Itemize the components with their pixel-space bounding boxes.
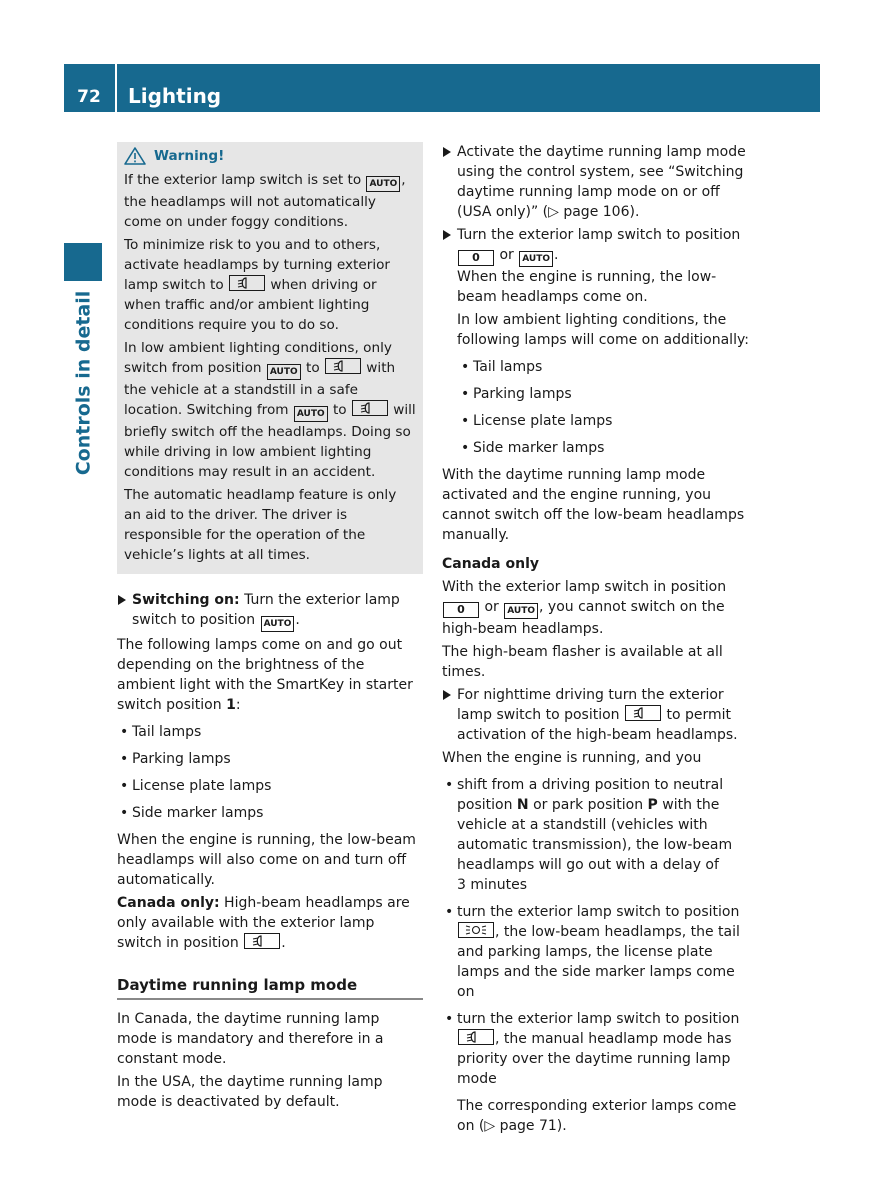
- warning-paragraph-1: If the exterior lamp switch is set to AUTO , the headlamps will not automatically come on under foggy conditions.: [124, 172, 406, 230]
- auto-symbol-icon: AUTO: [261, 616, 295, 632]
- step-switching-on: Switching on: Turn the exterior lamp switch to position AUTO .: [117, 590, 423, 632]
- side-section-label: [64, 290, 102, 475]
- list-item: • License plate lamps: [442, 411, 750, 431]
- warning-triangle-icon: [124, 147, 146, 165]
- list-item: • Side marker lamps: [117, 803, 423, 823]
- step-arrow-icon: [443, 230, 451, 240]
- list-item: • License plate lamps: [117, 776, 423, 796]
- drl-activated-paragraph: With the daytime running lamp mode activated and the engine running, you cannot switch off the low-beam headlamps manually.: [442, 467, 745, 543]
- step-turn-switch: Turn the exterior lamp switch to position 0 or AUTO . When the engine is running, the low-beam headlamps come on. In low ambient lighting conditions, the following lamps will come on additionally:: [442, 225, 750, 350]
- warning-header: [124, 146, 416, 166]
- list-item: • Parking lamps: [117, 749, 423, 769]
- step-arrow-icon: [443, 690, 451, 700]
- auto-symbol-icon: AUTO: [267, 364, 301, 380]
- right-column: [442, 142, 750, 1139]
- low-beam-symbol-icon: [625, 705, 661, 721]
- warning-title: Warning!: [154, 148, 225, 164]
- left-column: [117, 142, 423, 1115]
- step-activate-drl: Activate the daytime running lamp mode using the control system, see “Switching daytime running lamp mode on or off (USA only)” (▷ page 106).: [442, 142, 750, 222]
- canada-only-paragraph: Canada only: High-beam headlamps are only available with the exterior lamp switch in position .: [117, 895, 410, 951]
- list-item: • Tail lamps: [117, 722, 423, 742]
- list-item: • Tail lamps: [442, 357, 750, 377]
- parking-lamps-symbol-icon: [458, 922, 494, 938]
- canada-only-right-paragraph: With the exterior lamp switch in position 0 or AUTO , you cannot switch on the high-beam headlamps.: [442, 579, 727, 637]
- low-ambient-text: In low ambient lighting conditions, the following lamps will come on additionally:: [457, 312, 749, 348]
- list-item: • Parking lamps: [442, 384, 750, 404]
- step-arrow-icon: [443, 147, 451, 157]
- step-nighttime-driving: For nighttime driving turn the exterior lamp switch to position to permit activation of the high-beam headlamps.: [442, 685, 750, 745]
- warning-box: [117, 142, 423, 574]
- auto-symbol-icon: AUTO: [294, 406, 328, 422]
- low-beam-symbol-icon: [458, 1029, 494, 1045]
- list-item: • turn the exterior lamp switch to position , the low-beam headlamps, the tail and parking lamps, the license plate lamps and the side marker lamps come on: [442, 902, 750, 1002]
- section-heading-daytime-running: Daytime running lamp mode: [117, 975, 423, 1000]
- conditions-list: [442, 775, 750, 1089]
- low-beam-symbol-icon: [229, 275, 265, 291]
- zero-position-symbol-icon: 0: [443, 602, 479, 618]
- engine-running-paragraph: When the engine is running, the low-beam headlamps will also come on and turn off automatically.: [117, 832, 416, 888]
- page-number: 72: [77, 87, 101, 107]
- corresponding-lamps-paragraph: The corresponding exterior lamps come on (▷ page 71).: [457, 1098, 737, 1134]
- low-beam-symbol-icon: [244, 933, 280, 949]
- low-beam-symbol-icon: [325, 358, 361, 374]
- right-lamp-list: [442, 357, 750, 458]
- list-item: • shift from a driving position to neutral position N or park position P with the vehicle at a standstill (vehicles with automatic transmission), the low-beam headlamps will go out with a delay of 3 minutes: [442, 775, 750, 895]
- auto-symbol-icon: AUTO: [519, 251, 553, 267]
- chapter-title: Lighting: [128, 84, 222, 108]
- left-lamp-list: [117, 722, 423, 823]
- engine-and-you-paragraph: When the engine is running, and you: [442, 750, 702, 766]
- drl-usa-paragraph: In the USA, the daytime running lamp mode is deactivated by default.: [117, 1074, 383, 1110]
- auto-symbol-icon: AUTO: [366, 176, 400, 192]
- list-item: • turn the exterior lamp switch to position , the manual headlamp mode has priority over the daytime running lamp mode: [442, 1009, 750, 1089]
- following-lamps-paragraph: The following lamps come on and go out depending on the brightness of the ambient light with the SmartKey in starter switch position 1:: [117, 637, 413, 713]
- auto-symbol-icon: AUTO: [504, 603, 538, 619]
- warning-paragraph-2: To minimize risk to you and to others, activate headlamps by turning exterior lamp switch to when driving or when traffic and/or ambient lighting conditions require you to do so.: [124, 237, 391, 333]
- list-item: • Side marker lamps: [442, 438, 750, 458]
- high-beam-flasher-paragraph: The high-beam flasher is available at all times.: [442, 644, 723, 680]
- warning-paragraph-4: The automatic headlamp feature is only an aid to the driver. The driver is responsible for the operation of the vehicle’s lights at all times.: [124, 487, 397, 563]
- canada-only-heading: Canada only: [442, 556, 539, 572]
- warning-paragraph-3: In low ambient lighting conditions, only switch from position AUTO to with the vehicle at a standstill in a safe location. Switching from AUTO to will briefly switch off the headlamps. Doing so while driving in low ambient lighting conditions may result in an accident.: [124, 340, 416, 480]
- zero-position-symbol-icon: 0: [458, 250, 494, 266]
- low-beam-symbol-icon: [352, 400, 388, 416]
- step-arrow-icon: [118, 595, 126, 605]
- step-result-text: When the engine is running, the low-beam headlamps come on.: [457, 269, 717, 305]
- header-divider: [115, 64, 117, 112]
- drl-canada-paragraph: In Canada, the daytime running lamp mode is mandatory and therefore in a constant mode.: [117, 1011, 384, 1067]
- side-section-label-text: Controls in detail: [72, 290, 95, 475]
- side-tab-marker: [64, 243, 102, 281]
